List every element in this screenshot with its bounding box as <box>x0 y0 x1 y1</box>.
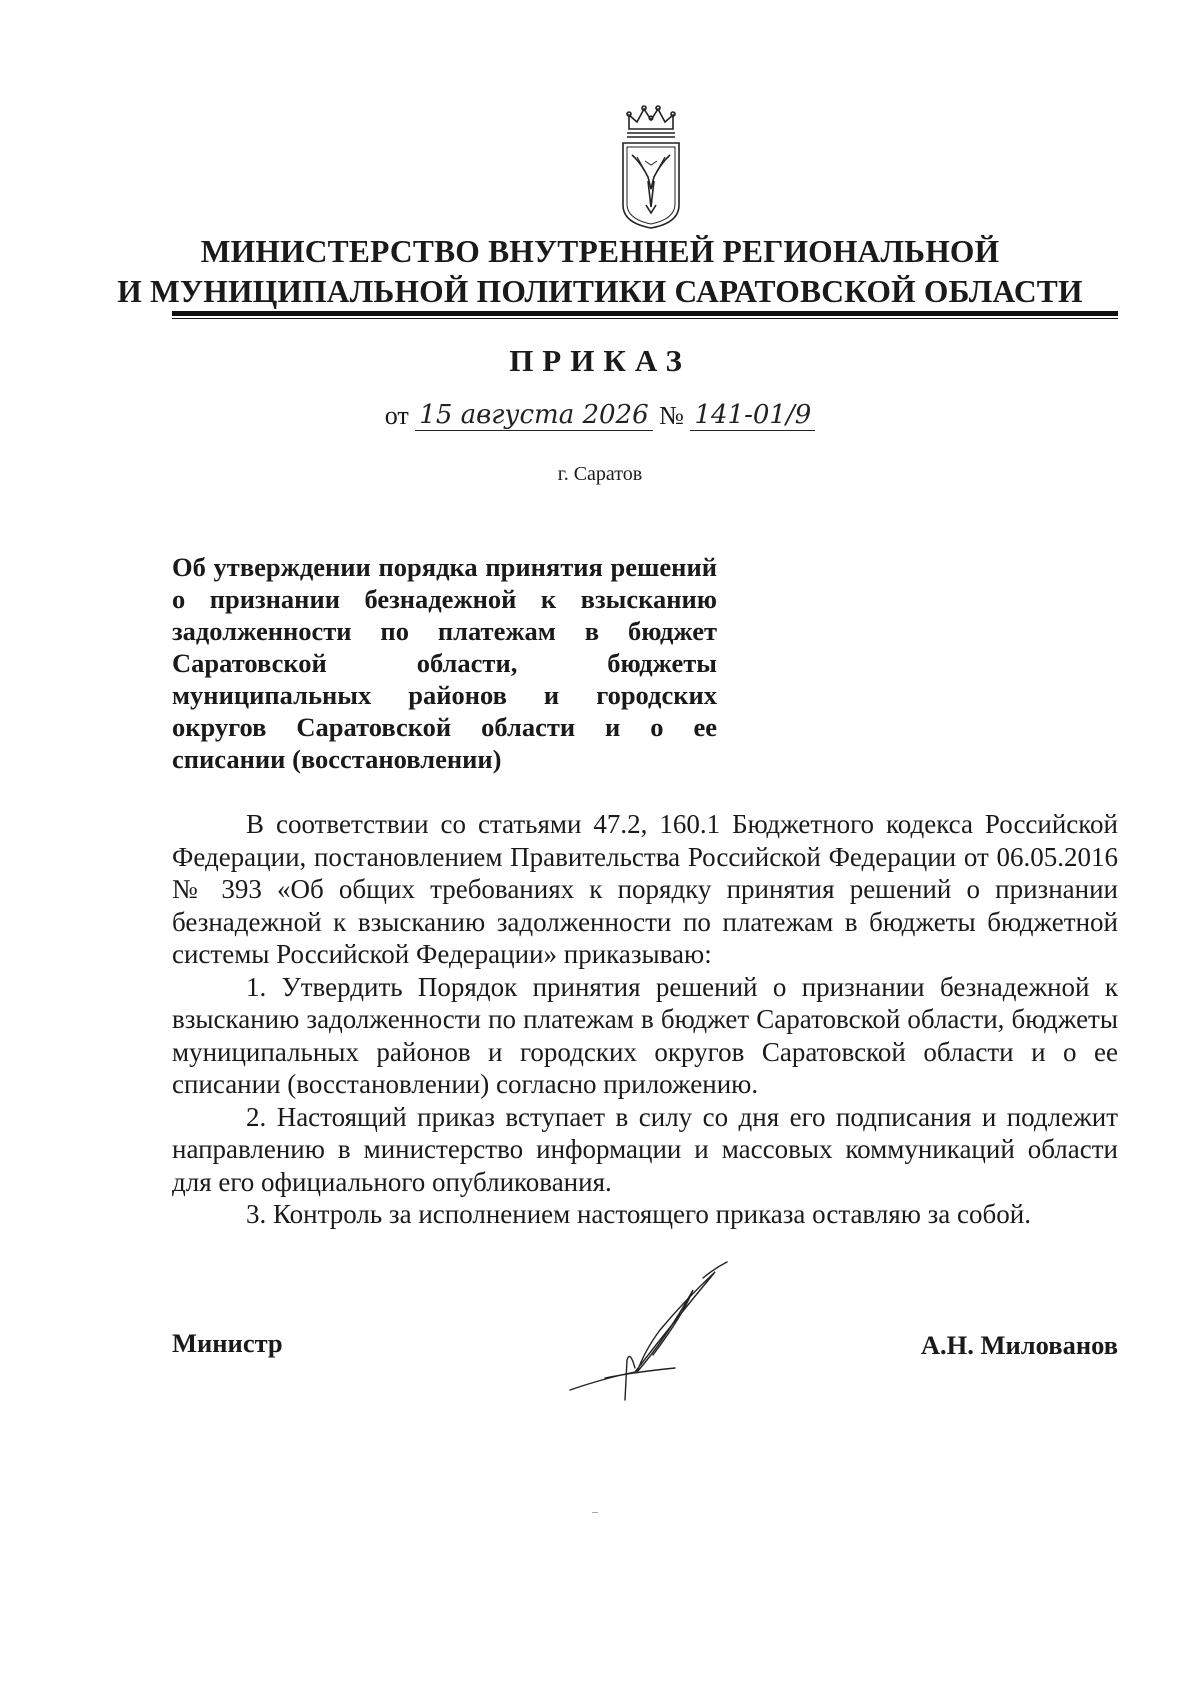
ministry-name-line-2: И МУНИЦИПАЛЬНОЙ ПОЛИТИКИ САРАТОВСКОЙ ОБЛАСТИ <box>117 274 1083 309</box>
ministry-header <box>0 232 1200 312</box>
header-divider-thin <box>172 318 1118 319</box>
body-paragraph-1: 1. Утвердить Порядок принятия решений о признании безнадежной к взысканию задолженности по платежам в бюджет Саратовской области, бюджеты муниципальных районов и городских округов Саратовской области и о ее списании (восстановлении) согласно приложению. <box>172 971 1118 1099</box>
body-paragraph-3: 3. Контроль за исполнением настоящего приказа оставляю за собой. <box>246 1199 1031 1229</box>
handwritten-signature-icon <box>565 1260 740 1405</box>
header-divider-thick <box>172 311 1118 316</box>
order-date-number-line <box>0 400 1200 440</box>
number-prefix: № <box>659 401 684 430</box>
document-title: ПРИКАЗ <box>509 343 691 378</box>
order-number-handwritten: 141-01/9 <box>690 400 815 431</box>
signatory-name: А.Н. Милованов <box>920 1330 1118 1360</box>
signatory-title: Министр <box>172 1328 283 1358</box>
body-paragraph-2: 2. Настоящий приказ вступает в силу со дня его подписания и подлежит направлению в министерство информации и массовых коммуникаций области для его официального опубликования. <box>172 1101 1118 1197</box>
ministry-name-line-1: МИНИСТЕРСТВО ВНУТРЕННЕЙ РЕГИОНАЛЬНОЙ <box>200 234 1000 269</box>
order-subject: Об утверждении порядка принятия решений о признании безнадежной к взысканию задолженности по платежам в бюджет Саратовской области, бюджеты муниципальных районов и городских округов Саратовской области и о ее списании (восстановлении) <box>172 552 717 774</box>
page-mark <box>592 1512 598 1513</box>
date-prefix: от <box>384 401 409 430</box>
body-paragraph-preamble: В соответствии со статьями 47.2, 160.1 Бюджетного кодекса Российской Федерации, постановлением Правительства Российской Федерации от 06.05.2016 № 393 «Об общих требованиях к порядку принятия решений о признании безнадежной к взысканию задолженности по платежам в бюджеты бюджетной системы Российской Федерации» приказываю: <box>172 809 1118 969</box>
order-date-handwritten: 15 августа 2026 <box>415 400 652 431</box>
issue-city: г. Саратов <box>557 463 643 485</box>
saratov-coat-of-arms-icon <box>615 105 687 230</box>
order-body <box>172 808 1118 1231</box>
